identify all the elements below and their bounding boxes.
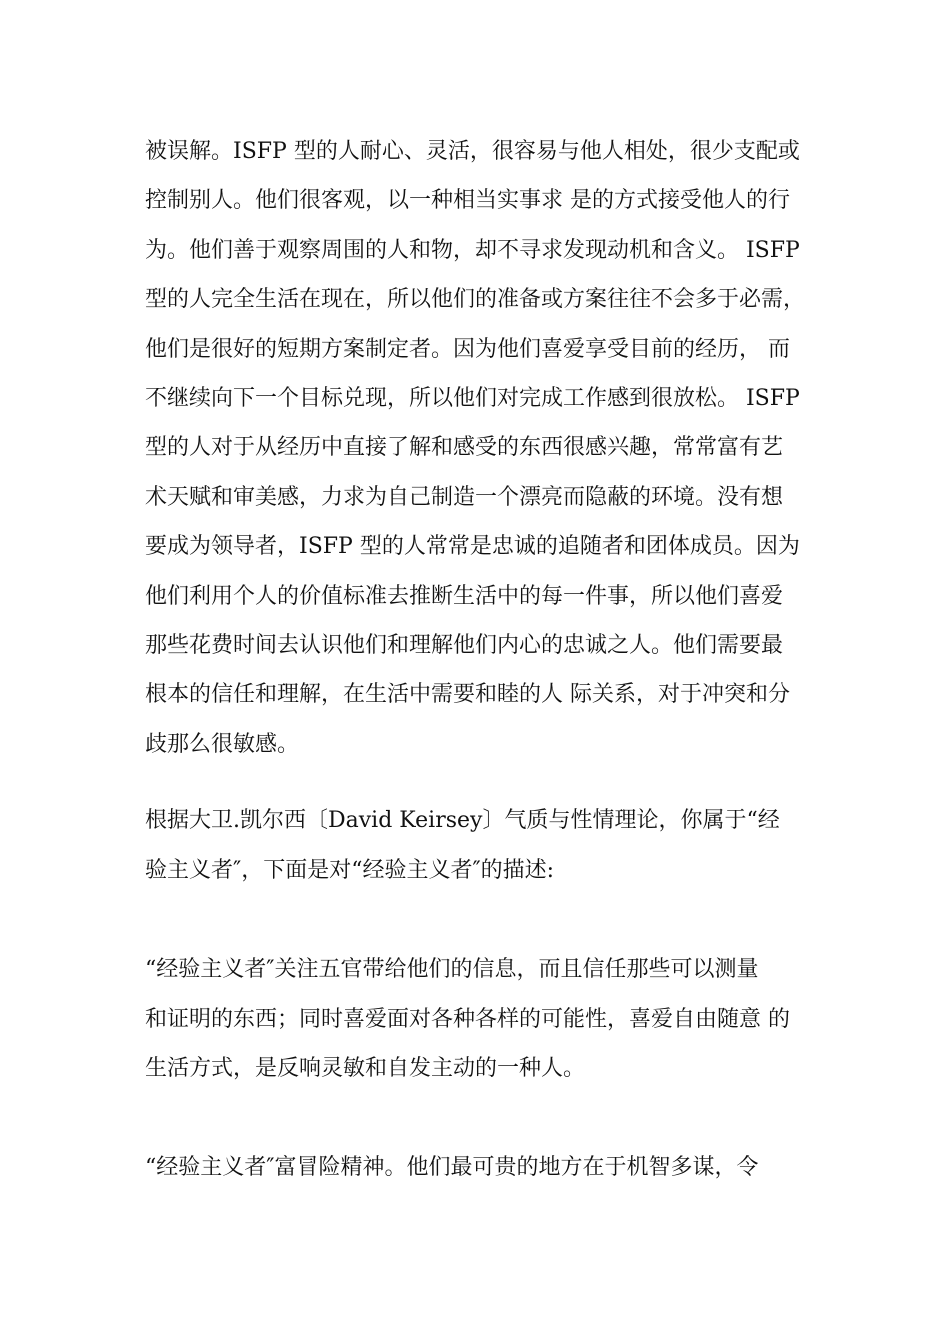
paragraph-1-line-12: 根本的信任和理解，在生活中需要和睦的人 际关系，对于冲突和分 <box>145 682 790 707</box>
paragraph-1-line-5: 他们是很好的短期方案制定者。因为他们喜爱享受目前的经历， 而 <box>145 337 790 362</box>
paragraph-1-line-8: 术天赋和审美感，力求为自己制造一个漂亮而隐蔽的环境。没有想 <box>145 485 784 510</box>
paragraph-1-line-4: 型的人完全生活在现在，所以他们的准备或方案往往不会多于必需， <box>145 287 806 312</box>
paragraph-1-line-3: 为。他们善于观察周围的人和物，却不寻求发现动机和含义。 ISFP <box>145 238 800 263</box>
paragraph-1-line-7: 型的人对于从经历中直接了解和感受的东西很感兴趣，常常富有艺 <box>145 435 784 460</box>
paragraph-3-line-2: 和证明的东西；同时喜爱面对各种各样的可能性，喜爱自由随意 的 <box>145 1007 790 1032</box>
paragraph-3-line-1: “经验主义者″关注五官带给他们的信息，而且信任那些可以测量 <box>145 957 759 982</box>
paragraph-1-line-6: 不继续向下一个目标兑现，所以他们对完成工作感到很放松。 ISFP <box>145 386 800 411</box>
paragraph-3-line-3: 生活方式，是反响灵敏和自发主动的一种人。 <box>145 1056 586 1081</box>
paragraph-4-line-1: “经验主义者″富冒险精神。他们最可贵的地方在于机智多谋，令 <box>145 1155 759 1180</box>
paragraph-1-line-9: 要成为领导者，ISFP 型的人常常是忠诚的追随者和团体成员。因为 <box>145 534 800 559</box>
paragraph-1-line-1: 被误解。ISFP 型的人耐心、灵活，很容易与他人相处，很少支配或 <box>145 139 800 164</box>
paragraph-1-line-11: 那些花费时间去认识他们和理解他们内心的忠诚之人。他们需要最 <box>145 633 784 658</box>
paragraph-1-line-10: 他们利用个人的价值标准去推断生活中的每一件事，所以他们喜爱 <box>145 584 784 609</box>
paragraph-1-line-13: 歧那么很敏感。 <box>145 732 300 757</box>
paragraph-2-line-1: 根据大卫.凯尔西〔David Keirsey〕气质与性情理论，你属于“经 <box>145 808 780 833</box>
paragraph-2-line-2: 验主义者″，下面是对“经验主义者″的描述: <box>145 858 555 883</box>
paragraph-1-line-2: 控制别人。他们很客观，以一种相当实事求 是的方式接受他人的行 <box>145 188 790 213</box>
